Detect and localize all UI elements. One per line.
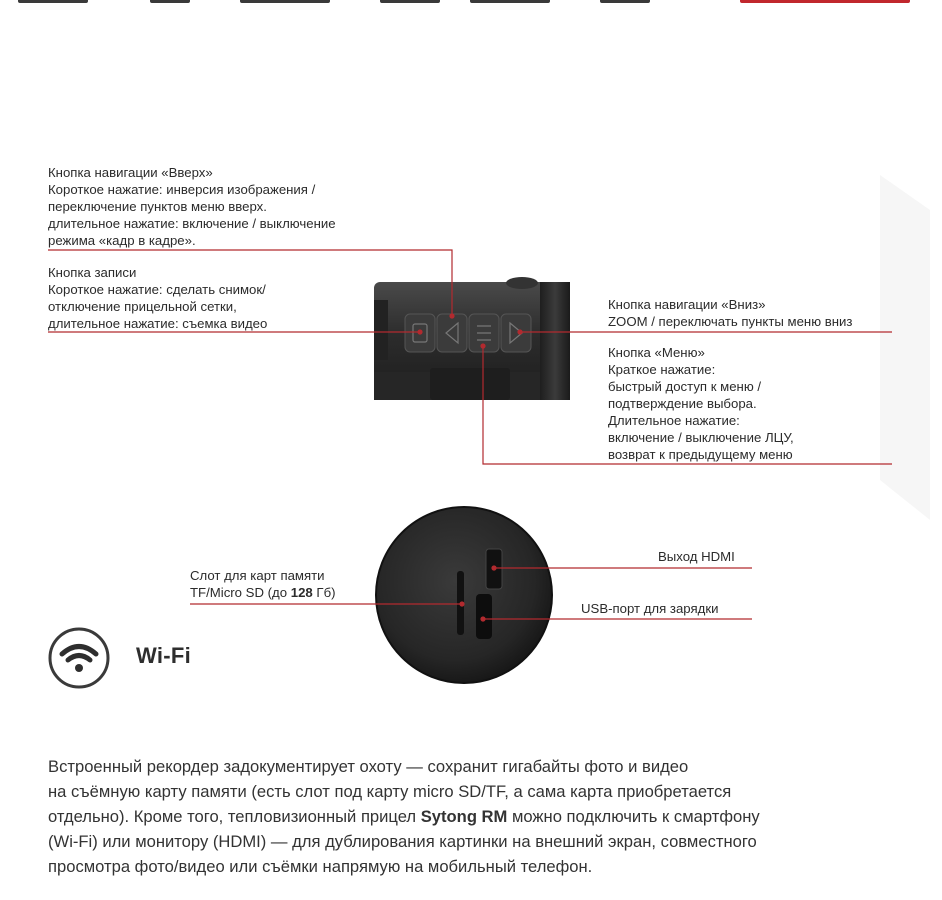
callout-line: режима «кадр в кадре».	[48, 233, 196, 248]
callout-line: Выход HDMI	[658, 549, 735, 564]
callout-line: подтверждение выбора.	[608, 396, 757, 411]
description-line: отдельно). Кроме того, тепловизионный прицел Sytong RM можно подключить к смартфону	[48, 807, 760, 826]
hdmi-callout	[658, 548, 735, 565]
description-line: просмотра фото/видео или съёмки напрямую на мобильный телефон.	[48, 857, 593, 876]
wifi-icon	[48, 627, 110, 689]
callout-line: возврат к предыдущему меню	[608, 447, 793, 462]
nav-down-callout	[608, 296, 852, 330]
callout-line: TF/Micro SD (до 128 Гб)	[190, 585, 336, 600]
nav-up-callout	[48, 164, 336, 249]
callout-line: USB-порт для зарядки	[581, 601, 719, 616]
callout-line: Короткое нажатие: инверсия изображения /	[48, 182, 316, 197]
usb-callout	[581, 600, 718, 617]
callout-line: отключение прицельной сетки,	[48, 299, 237, 314]
callout-line: Краткое нажатие:	[608, 362, 716, 377]
watermark-shape	[880, 175, 930, 520]
callout-line: переключение пунктов меню вверх.	[48, 199, 267, 214]
callout-line: Длительное нажатие:	[608, 413, 740, 428]
callout-line: длительное нажатие: включение / выключение	[48, 216, 336, 231]
rear-cap	[376, 507, 552, 683]
callout-title: Кнопка навигации «Вниз»	[608, 297, 766, 312]
callout-line: включение / выключение ЛЦУ,	[608, 430, 794, 445]
record-callout	[48, 264, 267, 332]
callout-title: Кнопка «Меню»	[608, 345, 705, 360]
description-line: (Wi-Fi) или монитору (HDMI) — для дублирования картинки на внешний экран, совместного	[48, 832, 757, 851]
menu-callout	[608, 344, 794, 463]
sd-slot-callout	[190, 567, 336, 601]
callout-line: ZOOM / переключать пункты меню вниз	[608, 314, 853, 329]
description-line: на съёмную карту памяти (есть слот под карту micro SD/TF, а сама карта приобретается	[48, 782, 732, 801]
description-line: Встроенный рекордер задокументирует охоту — сохранит гигабайты фото и видео	[48, 757, 689, 776]
callout-line: длительное нажатие: съемка видео	[48, 316, 268, 331]
wifi-title: Wi-Fi	[136, 643, 192, 668]
callout-line: Слот для карт памяти	[190, 568, 325, 583]
callout-title: Кнопка записи	[48, 265, 137, 280]
description	[48, 754, 928, 879]
callout-line: Короткое нажатие: сделать снимок/	[48, 282, 266, 297]
callout-title: Кнопка навигации «Вверх»	[48, 165, 213, 180]
callout-line: быстрый доступ к меню /	[608, 379, 762, 394]
